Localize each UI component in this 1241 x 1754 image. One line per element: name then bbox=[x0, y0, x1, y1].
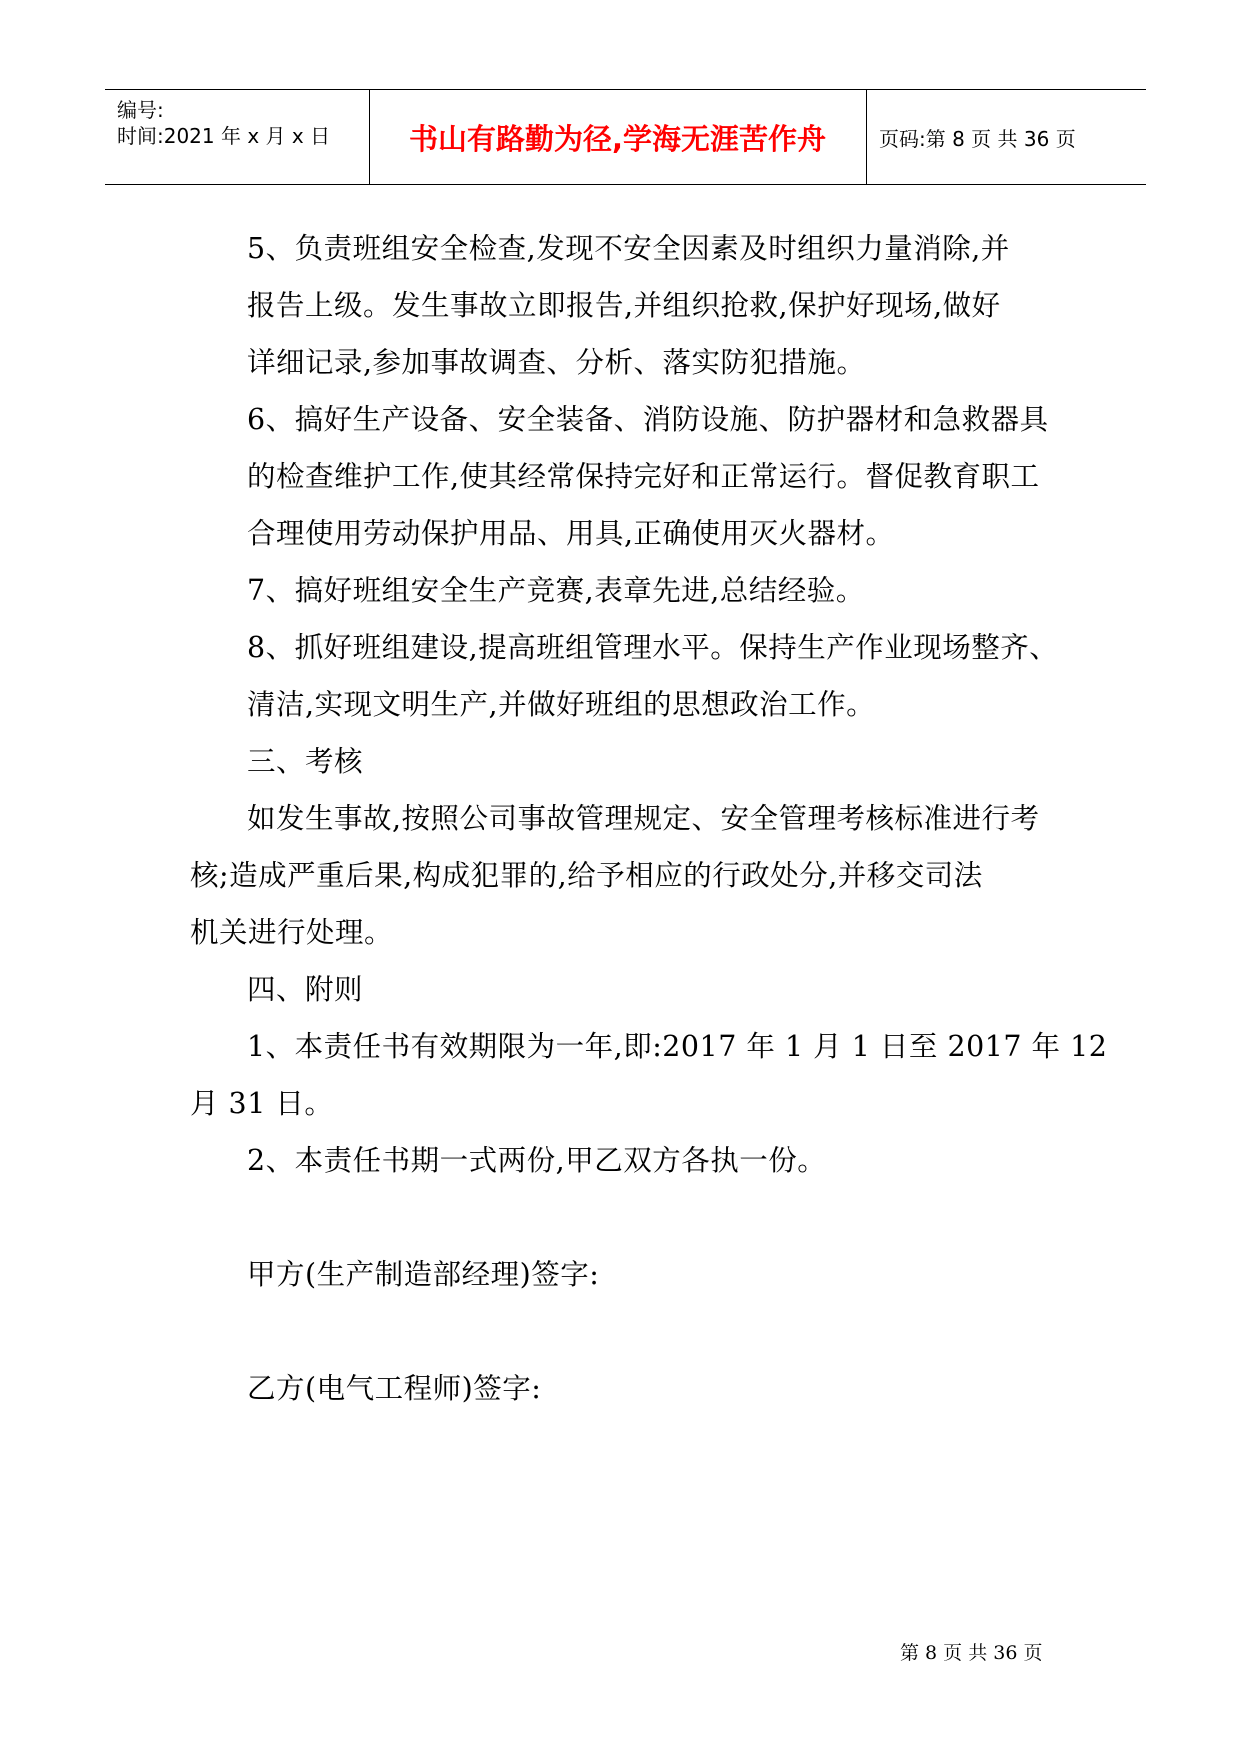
paragraph-line: 清洁,实现文明生产,并做好班组的思想政治工作。 bbox=[247, 688, 876, 721]
paragraph-line: 合理使用劳动保护用品、用具,正确使用灭火器材。 bbox=[247, 517, 895, 550]
paragraph-line: 月 31 日。 bbox=[190, 1087, 334, 1120]
signature-party-b: 乙方(电气工程师)签字: bbox=[247, 1372, 542, 1405]
paragraph-line: 如发生事故,按照公司事故管理规定、安全管理考核标准进行考 bbox=[247, 802, 1040, 835]
section-heading: 四、附则 bbox=[247, 973, 364, 1006]
page-footer: 第 8 页 共 36 页 bbox=[900, 1642, 1043, 1664]
paragraph-line: 5、负责班组安全检查,发现不安全因素及时组织力量消除,并 bbox=[247, 232, 1010, 265]
paragraph-line: 2、本责任书期一式两份,甲乙双方各执一份。 bbox=[247, 1144, 827, 1177]
document-number-label: 编号: bbox=[117, 98, 164, 122]
header-motto: 书山有路勤为径,学海无涯苦作舟 bbox=[369, 90, 867, 184]
header-meta-cell bbox=[105, 90, 370, 184]
signature-party-a: 甲方(生产制造部经理)签字: bbox=[247, 1258, 600, 1291]
document-body bbox=[190, 220, 1108, 1417]
document-time-label: 时间:2021 年 x 月 x 日 bbox=[117, 124, 331, 148]
header-page-info: 页码:第 8 页 共 36 页 bbox=[879, 126, 1076, 151]
paragraph-line: 1、本责任书有效期限为一年,即:2017 年 1 月 1 日至 2017 年 12 bbox=[247, 1030, 1108, 1063]
paragraph-line: 详细记录,参加事故调查、分析、落实防犯措施。 bbox=[247, 346, 866, 379]
paragraph-line: 机关进行处理。 bbox=[190, 916, 394, 949]
paragraph-line: 报告上级。发生事故立即报告,并组织抢救,保护好现场,做好 bbox=[247, 289, 1001, 322]
paragraph-line: 的检查维护工作,使其经常保持完好和正常运行。督促教育职工 bbox=[247, 460, 1040, 493]
blank-line bbox=[190, 1189, 1070, 1246]
blank-line bbox=[190, 1303, 1070, 1360]
page-header bbox=[105, 89, 1146, 185]
paragraph-line: 7、搞好班组安全生产竞赛,表章先进,总结经验。 bbox=[247, 574, 865, 607]
paragraph-line: 核;造成严重后果,构成犯罪的,给予相应的行政处分,并移交司法 bbox=[190, 859, 983, 892]
section-heading: 三、考核 bbox=[247, 745, 364, 778]
paragraph-line: 6、搞好生产设备、安全装备、消防设施、防护器材和急救器具 bbox=[247, 403, 1049, 436]
paragraph-line: 8、抓好班组建设,提高班组管理水平。保持生产作业现场整齐、 bbox=[247, 631, 1059, 664]
